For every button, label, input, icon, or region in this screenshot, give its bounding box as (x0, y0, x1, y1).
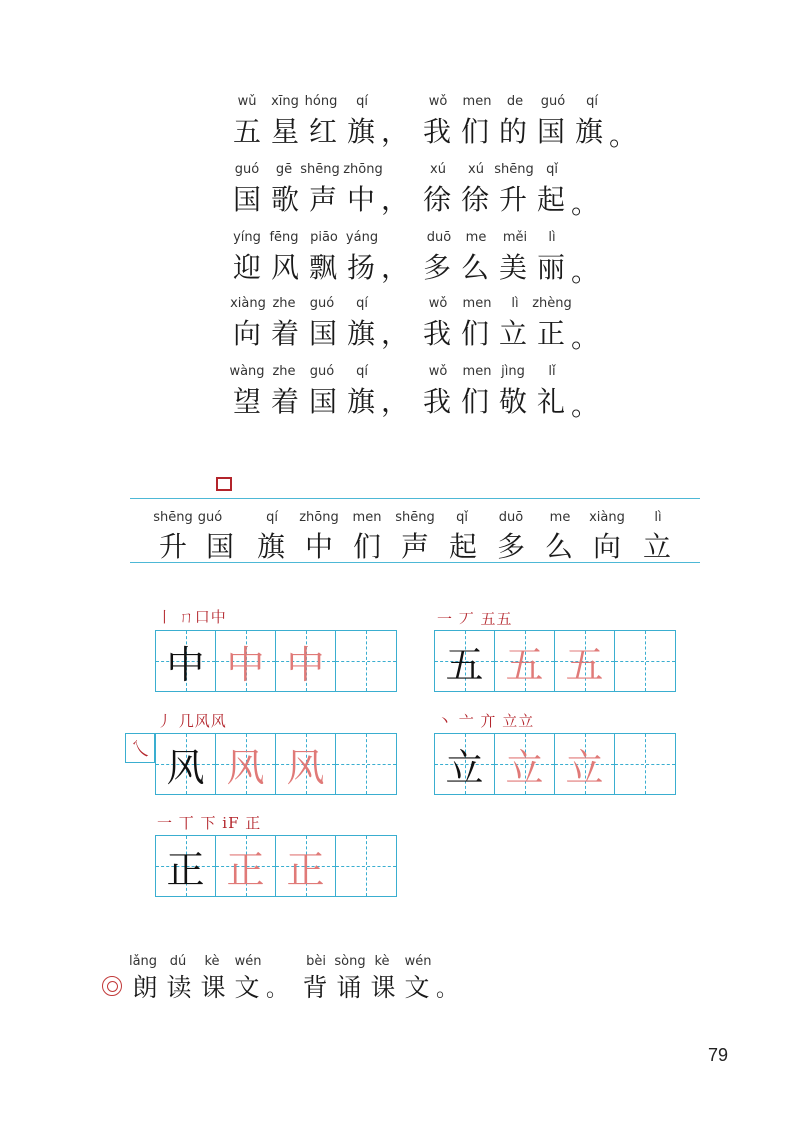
trace-char: 正 (286, 847, 325, 892)
hanzi: 旗 (346, 317, 375, 350)
pinyin: kè (374, 954, 390, 969)
pinyin: me (549, 510, 571, 525)
pinyin: qí (356, 364, 368, 379)
grid-cell[interactable] (555, 631, 615, 691)
grid-cell[interactable] (216, 631, 276, 691)
hanzi: 。 (435, 977, 458, 1002)
hanzi: 们 (460, 385, 489, 418)
pinyin: guó (309, 364, 335, 379)
hanzi: 朗 (132, 973, 158, 1002)
seal-icon (102, 976, 122, 996)
hanzi: 徐 (460, 183, 489, 216)
hanzi: 红 (308, 115, 337, 148)
model-char: 正 (166, 847, 205, 892)
hanzi: 五 (232, 115, 261, 148)
grid-cell[interactable] (216, 734, 276, 794)
hanzi: 迎 (232, 251, 261, 284)
stroke-order: 丿 几风风 (157, 712, 227, 730)
grid-cell[interactable] (276, 836, 336, 896)
pinyin: duō (498, 510, 524, 525)
hanzi: 旗 (346, 115, 375, 148)
hanzi: 文 (404, 973, 430, 1002)
pinyin: piāo (310, 230, 338, 245)
pinyin: zhèng (532, 296, 572, 311)
trace-char: 五 (565, 642, 604, 687)
hanzi: 升 (498, 183, 527, 216)
pinyin: shēng (395, 510, 435, 525)
hanzi: 么 (460, 251, 489, 284)
grid-cell[interactable] (615, 734, 675, 794)
hanzi: 丽 (536, 251, 565, 284)
hanzi: 敬 (498, 385, 527, 418)
pinyin: wǒ (428, 94, 448, 109)
page-number: 79 (708, 1045, 729, 1065)
pinyin: bèi (306, 954, 326, 969)
stroke-order: 丨 ㄇ口中 (157, 608, 227, 626)
hanzi: 立 (498, 317, 527, 350)
pinyin: guó (309, 296, 335, 311)
hanzi: 课 (200, 973, 226, 1002)
hanzi: ， (380, 183, 409, 216)
hanzi: 多 (496, 530, 525, 563)
hanzi: 文 (234, 973, 260, 1002)
pinyin: lì (654, 510, 662, 525)
grid-cell[interactable] (336, 734, 396, 794)
hanzi: ， (380, 385, 409, 418)
divider-top (130, 498, 700, 499)
trace-char: 正 (226, 847, 265, 892)
model-char: 立 (445, 745, 484, 790)
pinyin: xīng (271, 94, 299, 109)
hanzi: 么 (544, 530, 573, 563)
hanzi: 。 (265, 977, 288, 1002)
hanzi: 。 (570, 321, 599, 354)
pinyin: men (462, 364, 492, 379)
hanzi: 礼 (536, 385, 565, 418)
grid-cell[interactable] (495, 631, 555, 691)
pinyin: duō (426, 230, 452, 245)
pinyin: men (352, 510, 382, 525)
pinyin: wàng (229, 364, 265, 379)
pinyin: me (465, 230, 487, 245)
stroke-order: 丶 亠 亣 立立 (437, 712, 535, 730)
trace-char: 风 (286, 745, 325, 790)
pinyin: qí (356, 94, 368, 109)
hanzi: 的 (498, 115, 527, 148)
hanzi: 中 (304, 530, 333, 563)
pinyin: qí (356, 296, 368, 311)
pinyin: wǒ (428, 296, 448, 311)
practice-grid (155, 835, 397, 897)
practice-grid (434, 630, 676, 692)
pinyin: qí (266, 510, 278, 525)
hanzi: 飘 (308, 251, 337, 284)
practice-grid (434, 733, 676, 795)
hanzi: 升 (158, 530, 187, 563)
hanzi: 国 (205, 530, 234, 563)
pinyin: wǔ (237, 94, 257, 109)
hanzi: 多 (422, 251, 451, 284)
pinyin: yáng (345, 230, 379, 245)
hanzi: 星 (270, 115, 299, 148)
pinyin: men (462, 296, 492, 311)
hanzi: 国 (308, 317, 337, 350)
grid-cell[interactable] (336, 836, 396, 896)
pinyin: kè (204, 954, 220, 969)
hanzi: 风 (270, 251, 299, 284)
pinyin: wén (404, 954, 432, 969)
hanzi: 向 (592, 530, 621, 563)
hanzi: 我 (422, 385, 451, 418)
grid-cell[interactable] (336, 631, 396, 691)
hanzi: 们 (460, 317, 489, 350)
pinyin: xú (430, 162, 446, 177)
practice-grid (155, 630, 397, 692)
trace-char: 五 (505, 642, 544, 687)
practice-grid (155, 733, 397, 795)
hanzi: 中 (346, 183, 375, 216)
pinyin: zhōng (299, 510, 339, 525)
hanzi: 我 (422, 317, 451, 350)
pinyin: qǐ (456, 510, 468, 525)
model-char: 中 (166, 642, 205, 687)
pinyin: wén (234, 954, 262, 969)
hanzi: 向 (232, 317, 261, 350)
grid-cell[interactable] (276, 631, 336, 691)
trace-char: 立 (505, 745, 544, 790)
trace-char: 风 (226, 745, 265, 790)
hanzi: 歌 (270, 183, 299, 216)
pinyin: shēng (153, 510, 193, 525)
hanzi: 声 (400, 530, 429, 563)
hanzi: 旗 (346, 385, 375, 418)
hanzi: 正 (536, 317, 565, 350)
hanzi: 旗 (574, 115, 603, 148)
stroke-order: 一 丆 五五 (437, 610, 513, 628)
pinyin: fēng (269, 230, 299, 245)
trace-char: 中 (226, 642, 265, 687)
hanzi: 诵 (336, 973, 362, 1002)
grid-cell (435, 734, 495, 794)
pinyin: xiàng (589, 510, 625, 525)
pinyin: lǐ (548, 364, 556, 379)
grid-cell (156, 734, 216, 794)
pinyin: lǎng (128, 954, 158, 969)
trace-char: 立 (565, 745, 604, 790)
pinyin: shēng (494, 162, 534, 177)
hanzi: 着 (270, 317, 299, 350)
pinyin: hóng (304, 94, 338, 109)
grid-cell[interactable] (216, 836, 276, 896)
grid-cell[interactable] (276, 734, 336, 794)
pinyin: shēng (300, 162, 340, 177)
hanzi: 旗 (256, 530, 285, 563)
hanzi: 声 (308, 183, 337, 216)
hanzi: 课 (370, 973, 396, 1002)
grid-cell (156, 631, 216, 691)
model-char: 五 (445, 642, 484, 687)
hanzi: 。 (570, 389, 599, 422)
pinyin: qí (586, 94, 598, 109)
hanzi: 背 (302, 973, 328, 1002)
hanzi: 们 (460, 115, 489, 148)
radical-glyph: 乀 (131, 739, 149, 760)
pinyin: zhe (272, 296, 296, 311)
hanzi: 国 (232, 183, 261, 216)
pinyin: sòng (334, 954, 366, 969)
pinyin: lì (548, 230, 556, 245)
hanzi: 立 (642, 530, 671, 563)
hanzi: ， (380, 317, 409, 350)
grid-cell (435, 631, 495, 691)
stroke-order: 一 丅 下 iF 正 (157, 814, 262, 832)
hanzi: 读 (166, 973, 192, 1002)
grid-cell[interactable] (495, 734, 555, 794)
hanzi: 。 (608, 119, 637, 152)
hanzi: 扬 (346, 251, 375, 284)
model-char: 风 (166, 745, 205, 790)
hanzi: 徐 (422, 183, 451, 216)
hanzi: 起 (536, 183, 565, 216)
pinyin: men (462, 94, 492, 109)
grid-cell (156, 836, 216, 896)
pinyin: wǒ (428, 364, 448, 379)
pinyin: de (506, 94, 524, 109)
pinyin: jìng (501, 364, 525, 379)
radical-box (125, 733, 155, 763)
recognize-icon (216, 477, 232, 491)
trace-char: 中 (286, 642, 325, 687)
hanzi: 们 (352, 530, 381, 563)
hanzi: ， (380, 115, 409, 148)
pinyin: xiàng (230, 296, 266, 311)
hanzi: 起 (448, 530, 477, 563)
pinyin: zhe (272, 364, 296, 379)
pinyin: zhōng (343, 162, 383, 177)
grid-cell[interactable] (615, 631, 675, 691)
pinyin: lì (511, 296, 519, 311)
hanzi: 国 (308, 385, 337, 418)
hanzi: 望 (232, 385, 261, 418)
pinyin: yíng (233, 230, 261, 245)
pinyin: měi (502, 230, 528, 245)
hanzi: 我 (422, 115, 451, 148)
pinyin: qǐ (546, 162, 558, 177)
pinyin: xú (468, 162, 484, 177)
hanzi: 。 (570, 187, 599, 220)
hanzi: 国 (536, 115, 565, 148)
pinyin: guó (234, 162, 260, 177)
hanzi: ， (380, 251, 409, 284)
pinyin: guó (540, 94, 566, 109)
pinyin: guó (197, 510, 223, 525)
hanzi: 。 (570, 255, 599, 288)
pinyin: gē (275, 162, 293, 177)
grid-cell[interactable] (555, 734, 615, 794)
pinyin: dú (169, 954, 187, 969)
hanzi: 着 (270, 385, 299, 418)
hanzi: 美 (498, 251, 527, 284)
